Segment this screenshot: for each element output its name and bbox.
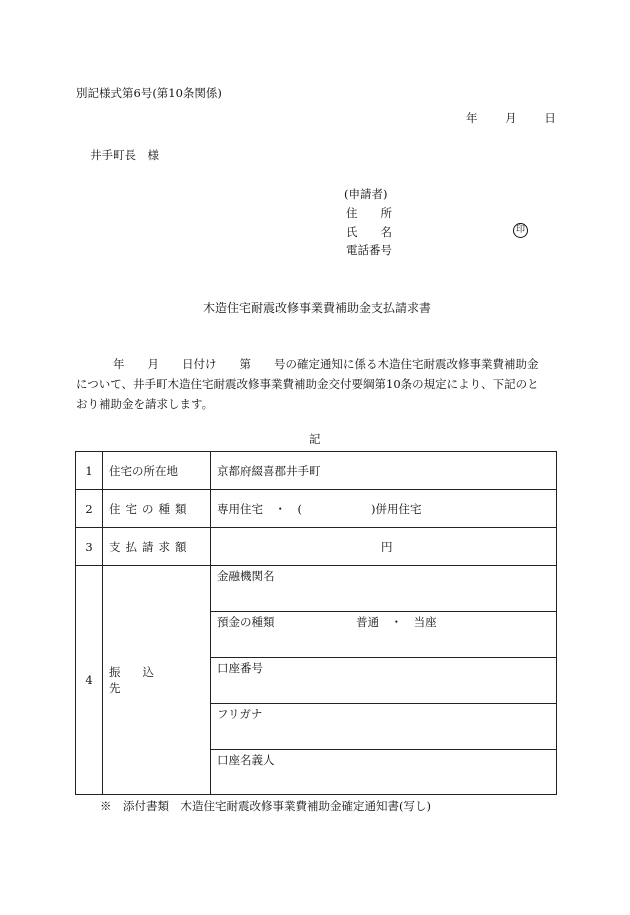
form-number: 別記様式第6号(第10条関係) <box>76 86 222 100</box>
transfer-label-text: 振込先 <box>109 665 176 695</box>
row-number: 4 <box>76 566 103 795</box>
request-table <box>75 451 557 795</box>
row-label-amount <box>103 528 211 566</box>
document-title: 木造住宅耐震改修事業費補助金支払請求書 <box>203 301 432 315</box>
type-label-text: 住宅の種類 <box>109 501 192 516</box>
deposit-type-options: 普通 ・ 当座 <box>356 615 437 629</box>
field-deposit-type <box>211 612 557 658</box>
addressee: 井手町長 様 <box>90 148 159 162</box>
field-account-number: 口座番号 <box>211 658 557 704</box>
row-value-location: 京都府綴喜郡井手町 <box>211 452 557 490</box>
ki-heading: 記 <box>309 432 321 446</box>
table-row <box>76 452 557 490</box>
applicant-phone-label: 電話番号 <box>346 243 392 257</box>
attachment-note: ※ 添付書類 木造住宅耐震改修事業費補助金確定通知書(写し) <box>100 799 431 813</box>
row-label-transfer <box>103 566 211 795</box>
row-number: 1 <box>76 452 103 490</box>
row-label-type <box>103 490 211 528</box>
applicant-heading: (申請者) <box>344 187 388 201</box>
row-value-amount <box>211 528 557 566</box>
table-row <box>76 528 557 566</box>
date-line <box>466 110 556 126</box>
date-year: 年 <box>466 111 478 125</box>
yen-unit: 円 <box>381 539 393 554</box>
table-row <box>76 490 557 528</box>
location-label-text: 住宅の所在地 <box>109 463 178 478</box>
table-row <box>76 566 557 612</box>
deposit-type-label: 預金の種類 <box>217 615 275 629</box>
body-line-3: おり補助金を請求します。 <box>76 397 214 411</box>
amount-label-text: 支払請求額 <box>109 539 192 554</box>
field-bank-name: 金融機関名 <box>211 566 557 612</box>
date-day: 日 <box>544 111 556 125</box>
row-label-location <box>103 452 211 490</box>
row-number: 3 <box>76 528 103 566</box>
row-value-type: 専用住宅 ・ ( )併用住宅 <box>211 490 557 528</box>
body-line-1: 年 月 日付け 第 号の確定通知に係る木造住宅耐震改修事業費補助金 <box>113 357 539 371</box>
applicant-address-label: 住 所 <box>346 206 392 220</box>
applicant-name-label: 氏 名 <box>346 225 392 239</box>
date-month: 月 <box>505 111 517 125</box>
body-paragraph <box>76 354 558 414</box>
field-account-holder: 口座名義人 <box>211 750 557 795</box>
row-number: 2 <box>76 490 103 528</box>
body-line-2: について、井手町木造住宅耐震改修事業費補助金交付要綱第10条の規定により、下記のと <box>76 377 539 391</box>
seal-icon: 印 <box>513 223 528 238</box>
field-furigana: フリガナ <box>211 704 557 750</box>
